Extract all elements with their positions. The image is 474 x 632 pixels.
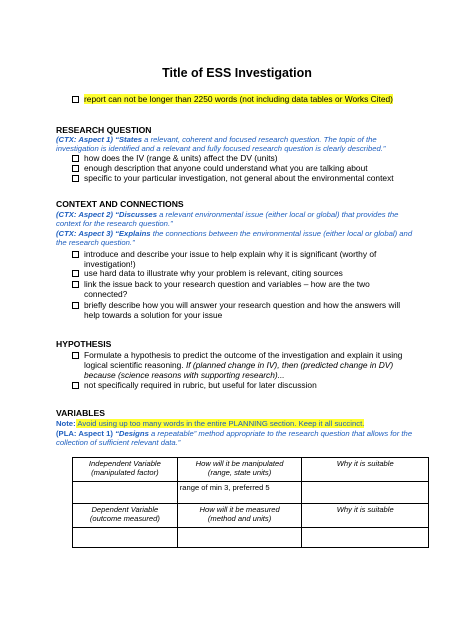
hypothesis-text: logical scientific reasoning. (84, 360, 186, 370)
context-bullet-line: investigation!) (84, 259, 136, 269)
aspect-text: a relevant, coherent and focused research question. The topic of the (142, 135, 377, 144)
table-row (73, 504, 429, 528)
research-bullet: specific to your particular investigation, not general about the environmental context (84, 173, 394, 183)
checkbox-icon (72, 155, 79, 162)
table-cell: Why it is suitable (302, 458, 429, 482)
table-cell: How will it be manipulated (range, state units) (177, 458, 302, 482)
context-aspect2-line2: context for the research question.” (56, 219, 173, 228)
table-row (73, 482, 429, 504)
checkbox-icon (72, 251, 79, 258)
checkbox-icon (72, 175, 79, 182)
context-bullet-line: introduce and describe your issue to help explain why it is significant (worthy of (84, 249, 377, 259)
table-cell (73, 528, 178, 548)
aspect-code: (CTX: Aspect 1) (56, 135, 113, 144)
variables-aspect-line2: collection of sufficient relevant data.” (56, 438, 181, 447)
checkbox-icon (72, 165, 79, 172)
aspect-verb: “Designs (112, 429, 149, 438)
variables-heading: VARIABLES (56, 408, 106, 418)
research-bullet: enough description that anyone could understand what you are talking about (84, 163, 368, 173)
aspect-code: (CTX: Aspect 3) (56, 229, 113, 238)
research-aspect-line2: investigation is identified and a relevant and fully focused research question is clearly described.” (56, 144, 386, 153)
table-cell (73, 482, 178, 504)
variables-note (56, 419, 364, 429)
aspect-code: (PLA: Aspect 1) (56, 429, 113, 438)
checkbox-icon (72, 96, 79, 103)
table-row (73, 458, 429, 482)
hypothesis-bullet-line: Formulate a hypothesis to predict the outcome of the investigation and explain it using (84, 350, 403, 360)
hypothesis-bullet-line (84, 370, 285, 380)
hypothesis-italic-text: because (science reasons with supporting research)... (84, 370, 285, 380)
research-question-heading: RESEARCH QUESTION (56, 125, 152, 135)
page-title: Title of ESS Investigation (162, 66, 312, 80)
aspect-verb: “Discusses (112, 210, 157, 219)
table-cell: Independent Variable (manipulated factor) (73, 458, 178, 482)
context-bullet-line: connected? (84, 289, 128, 299)
hypothesis-bullet-line: not specifically required in rubric, but useful for later discussion (84, 380, 317, 390)
aspect-text: the connections between the environmental issue (either local or global) and (150, 229, 413, 238)
note-text: Avoid using up too many words in the entire PLANNING section. Keep it all succinct. (75, 419, 365, 428)
checkbox-icon (72, 302, 79, 309)
checkbox-icon (72, 352, 79, 359)
checkbox-icon (72, 270, 79, 277)
report-limit-text: report can not be longer than 2250 words (not including data tables or Works Cited) (84, 94, 393, 104)
context-bullet-line: help towards a solution for your issue (84, 310, 223, 320)
aspect-verb: “States (112, 135, 143, 144)
table-cell (177, 528, 302, 548)
note-label: Note: (56, 419, 76, 428)
hypothesis-heading: HYPOTHESIS (56, 339, 112, 349)
aspect-verb: “Explains (112, 229, 151, 238)
research-bullet: how does the IV (range & units) affect the DV (units) (84, 153, 278, 163)
table-cell: Why it is suitable (302, 504, 429, 528)
table-cell: range of min 3, preferred 5 (177, 482, 302, 504)
variables-table (72, 457, 429, 548)
aspect-text: a relevant environmental issue (either local or global) that provides the (156, 210, 399, 219)
table-row (73, 528, 429, 548)
context-aspect3-line2: the research question.” (56, 238, 135, 247)
context-bullet-line: briefly describe how you will answer your research question and how the answers will (84, 300, 401, 310)
table-cell: How will it be measured (method and units) (177, 504, 302, 528)
table-cell: Dependent Variable (outcome measured) (73, 504, 178, 528)
checkbox-icon (72, 382, 79, 389)
context-heading: CONTEXT AND CONNECTIONS (56, 199, 184, 209)
table-cell (302, 482, 429, 504)
aspect-text: a repeatable” method appropriate to the research question that allows for the (148, 429, 413, 438)
hypothesis-bullet-line (84, 360, 393, 370)
context-bullet-line: link the issue back to your research question and variables – how are the two (84, 279, 370, 289)
table-cell (302, 528, 429, 548)
checkbox-icon (72, 281, 79, 288)
context-bullet-line: use hard data to illustrate why your problem is relevant, citing sources (84, 268, 343, 278)
aspect-code: (CTX: Aspect 2) (56, 210, 113, 219)
hypothesis-italic-text: If (planned change in IV), then (predicted change in DV) (185, 360, 394, 370)
